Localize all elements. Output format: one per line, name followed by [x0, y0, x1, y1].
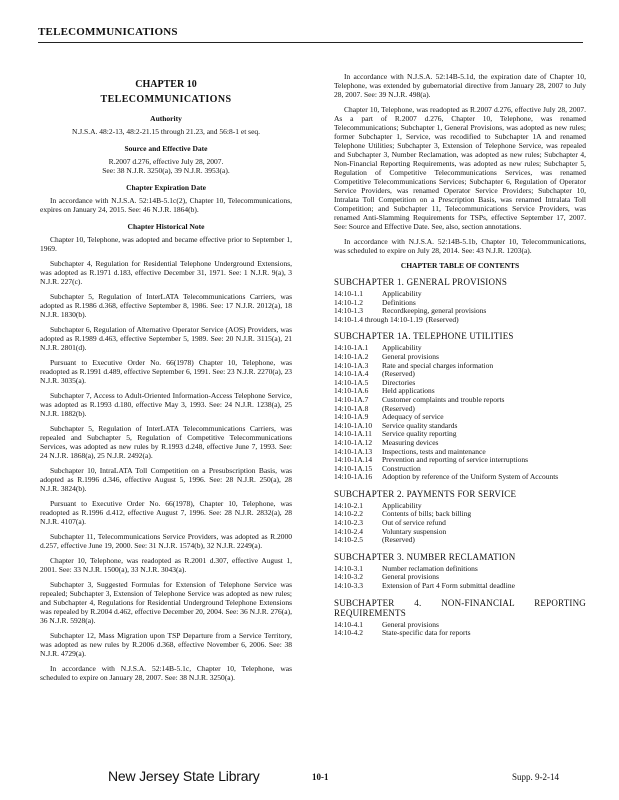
chapter-name: TELECOMMUNICATIONS	[100, 94, 232, 105]
toc-entry	[334, 290, 586, 299]
source-line-2: See: 38 N.J.R. 3250(a), 39 N.J.R. 3953(a).	[102, 166, 230, 175]
section-number: 14:10-1.1	[334, 289, 363, 298]
subchapter-heading: SUBCHAPTER 1A. TELEPHONE UTILITIES	[334, 331, 514, 342]
history-paragraph: Subchapter 4, Regulation for Residential Telephone Underground Extensions, was adopted as R.1971 d.183, effective December 31, 1971. See: 1 N.J.R. 9(a), 3 N.J.R. 227(c).	[40, 259, 292, 286]
running-head: TELECOMMUNICATIONS	[38, 26, 178, 38]
section-number: 14:10-4.2	[334, 628, 363, 638]
section-number: 14:10-1A.2	[334, 351, 369, 361]
toc-entry	[334, 510, 586, 519]
subchapter-heading: SUBCHAPTER 2. PAYMENTS FOR SERVICE	[334, 488, 517, 499]
section-title: Directories	[382, 377, 416, 387]
expiration-text: In accordance with N.J.S.A. 52:14B-5.1c(2), Chapter 10, Telecommunications, expires on January 24, 2015. See: 46 N.J.R. 1864(b).	[40, 196, 292, 214]
section-title: Voluntary suspension	[382, 526, 447, 536]
section-title: (Reserved)	[382, 403, 415, 413]
section-number: 14:10-1A.3	[334, 360, 369, 370]
history-paragraph: Subchapter 7, Access to Adult-Oriented Information-Access Telephone Service, was adopted as R.1993 d.180, effective May 3, 1993. See: 24 N.J.R. 1238(a), 25 N.J.R. 1882(b).	[40, 391, 292, 418]
section-number: 14:10-1A.1	[334, 343, 369, 353]
table-of-contents	[334, 277, 586, 638]
section-title: Applicability	[382, 500, 422, 510]
section-title: Adequacy of service	[382, 412, 444, 422]
section-number: 14:10-1A.9	[334, 412, 369, 422]
section-number: 14:10-1A.12	[334, 437, 373, 447]
toc-entry	[334, 565, 586, 574]
section-title: Out of service refund	[382, 518, 446, 528]
section-title: Service quality standards	[382, 420, 458, 430]
history-paragraph: Subchapter 12, Mass Migration upon TSP Departure from a Service Territory, was adopted as new rules by R.2006 d.368, effective November 6, 2006. See: 38 N.J.R. 4729(a).	[40, 631, 292, 658]
section-number: 14:10-1A.7	[334, 394, 369, 404]
history-paragraph: Chapter 10, Telephone, was readopted as R.2001 d.307, effective August 1, 2001. See: 33 N.J.R. 1500(a), 33 N.J.R. 3043(a).	[40, 556, 292, 574]
chapter-label: CHAPTER 10	[135, 79, 197, 90]
toc-entry	[334, 473, 586, 482]
section-number: 14:10-2.1	[334, 500, 363, 510]
section-title: (Reserved)	[425, 314, 459, 324]
section-title: Number reclamation definitions	[382, 563, 478, 573]
section-title: Customer complaints and trouble reports	[382, 394, 505, 404]
toc-entry	[334, 405, 586, 414]
section-number: 14:10-3.2	[334, 572, 363, 582]
section-number: 14:10-1A.11	[334, 429, 372, 439]
subchapter-heading: SUBCHAPTER 4. NON-FINANCIAL REPORTING REQUIREMENTS	[334, 597, 586, 618]
section-title: (Reserved)	[382, 535, 415, 545]
history-paragraph: Chapter 10, Telephone, was adopted and became effective prior to September 1, 1969.	[40, 235, 292, 253]
section-number: 14:10-2.5	[334, 535, 363, 545]
section-number: 14:10-3.1	[334, 563, 363, 573]
right-column	[334, 72, 586, 638]
section-title: Construction	[382, 463, 421, 473]
history-heading: Chapter Historical Note	[127, 222, 205, 231]
history-paragraph: Subchapter 5, Regulation of InterLATA Telecommunications Carriers, was adopted as R.1986 d.368, effective September 8, 1986. See: 17 N.J.R. 2012(a), 18 N.J.R. 1830(b).	[40, 292, 292, 319]
section-title: General provisions	[382, 619, 439, 629]
toc-entry	[334, 379, 586, 388]
subchapter-heading: SUBCHAPTER 1. GENERAL PROVISIONS	[334, 277, 508, 287]
history-paragraph: Pursuant to Executive Order No. 66(1978) Chapter 10, Telephone, was readopted as R.1991 d.489, effective September 6, 1991. See: 23 N.J.R. 2270(a), 23 N.J.R. 3035(a).	[40, 358, 292, 385]
section-number: 14:10-1A.14	[334, 455, 373, 465]
section-number: 14:10-2.2	[334, 509, 363, 519]
section-number: 14:10-1A.10	[334, 420, 373, 430]
section-number: 14:10-1A.4	[334, 369, 369, 379]
section-title: Adoption by reference of the Uniform System of Accounts	[382, 472, 559, 482]
section-number: 14:10-1A.13	[334, 446, 373, 456]
section-number: 14:10-1A.5	[334, 377, 369, 387]
header-rule	[38, 42, 583, 43]
section-number: 14:10-1.3	[334, 306, 363, 316]
history-paragraph: Subchapter 5, Regulation of InterLATA Telecommunications Carriers, was repealed and Subchapter 5, Regulation of Competitive Telecommunications Services, was adopted as new rules by R.1993 d.248, effective June 7, 1993. See: 24 N.J.R. 1868(a), 25 N.J.R. 2492(a).	[40, 424, 292, 460]
section-title: Prevention and reporting of service interruptions	[382, 455, 529, 465]
section-number: 14:10-1A.15	[334, 463, 373, 473]
section-title: Contents of bills; back billing	[382, 509, 472, 519]
section-title: Service quality reporting	[382, 429, 457, 439]
toc-entry	[334, 370, 586, 379]
toc-entry	[334, 536, 586, 545]
section-title: Measuring devices	[382, 437, 439, 447]
section-title: General provisions	[382, 351, 439, 361]
expiration-heading: Chapter Expiration Date	[126, 183, 206, 192]
section-number: 14:10-3.3	[334, 581, 363, 591]
source-heading: Source and Effective Date	[124, 144, 208, 153]
toc-entry	[334, 528, 586, 537]
section-title: Recordkeeping, general provisions	[382, 306, 487, 316]
section-number: 14:10-1.2	[334, 297, 363, 307]
subchapter-heading: SUBCHAPTER 3. NUMBER RECLAMATION	[334, 551, 516, 562]
history-continued-paragraph: Chapter 10, Telephone, was readopted as R.2007 d.276, effective July 28, 2007. As a part of R.2007 d.276, Chapter 10, Telephone, was renamed Telecommunications; Subchapter 1, General Provisions, was adopted as new rules; former Subchapter 1, Service, was recodified to Subchapter 1A and renamed Telephone Utilities; Subchapter 3, Extension of Telephone Service, was repealed and Subchapter 3, Number Reclamation, was adopted as new rules; Subchapter 4, Non-Financial Reporting Requirements, was adopted as new rules; Subchapter 5, Regulation of Competitive Telecommunications Services, was renamed Competitive Telecommunications Services; Subchapter 6, Regulation of Operator Service Providers, was renamed Operator Service Providers; Subchapter 10, Intralata Toll Competition on a Prescription Basis, was renamed Intralata Toll Competition; and Subchapter 11, Telecommunications Service Providers, was renamed Anti-Slamming Requirements for TSPs, effective September 17, 2007. See: Source and Effective Date. See, also, section annotations.	[334, 105, 586, 231]
section-number: 14:10-2.4	[334, 526, 363, 536]
section-title: Rate and special charges information	[382, 360, 494, 370]
toc-heading: CHAPTER TABLE OF CONTENTS	[400, 261, 520, 270]
history-paragraph: Subchapter 10, IntraLATA Toll Competition on a Presubscription Basis, was adopted as R.1996 d.346, effective August 5, 1996. See: 28 N.J.R. 250(a), 28 N.J.R. 3824(b).	[40, 466, 292, 493]
section-title: State-specific data for reports	[382, 628, 471, 638]
toc-entry	[334, 316, 586, 325]
library-watermark: New Jersey State Library	[108, 768, 260, 784]
section-title: Applicability	[382, 289, 422, 298]
section-number: 14:10-1A.16	[334, 472, 373, 482]
left-column	[40, 80, 292, 688]
toc-entry	[334, 396, 586, 405]
section-number: 14:10-1A.8	[334, 403, 369, 413]
history-continued-paragraph: In accordance with N.J.S.A. 52:14B-5.1d, the expiration date of Chapter 10, Telephone, was extended by gubernatorial directive from January 28, 2007 to July 28, 2007. See: 39 N.J.R. 498(a).	[334, 72, 586, 99]
authority-heading: Authority	[150, 114, 182, 123]
section-title: Extension of Part 4 Form submittal deadline	[382, 581, 515, 591]
toc-entry	[334, 362, 586, 371]
source-line-1: R.2007 d.276, effective July 28, 2007.	[108, 157, 224, 166]
toc-entry	[334, 582, 586, 591]
section-title: (Reserved)	[382, 369, 415, 379]
section-title: General provisions	[382, 572, 439, 582]
history-paragraph: Pursuant to Executive Order No. 66(1978), Chapter 10, Telephone, was readopted as R.1996 d.412, effective August 7, 1996. See: 28 N.J.R. 2832(a), 28 N.J.R. 4107(a).	[40, 499, 292, 526]
section-title: Definitions	[382, 297, 416, 307]
history-continued-paragraph: In accordance with N.J.S.A. 52:14B-5.1b, Chapter 10, Telecommunications, was scheduled to expire on July 28, 2014. See: 43 N.J.R. 1203(a).	[334, 237, 586, 255]
section-number: 14:10-4.1	[334, 619, 363, 629]
section-number: 14:10-2.3	[334, 518, 363, 528]
authority-text: N.J.S.A. 48:2-13, 48:2-21.15 through 21.23, and 56:8-1 et seq.	[71, 127, 261, 136]
section-number: 14:10-1.4 through 14:10-1.19	[334, 314, 423, 324]
section-title: Held applications	[382, 386, 435, 396]
supplement-date: Supp. 9-2-14	[512, 772, 559, 782]
section-title: Applicability	[382, 343, 422, 353]
history-paragraph: Subchapter 11, Telecommunications Service Providers, was adopted as R.2000 d.257, effective June 19, 2000. See: 31 N.J.R. 1574(b), 32 N.J.R. 2249(a).	[40, 532, 292, 550]
history-paragraph: Subchapter 3, Suggested Formulas for Extension of Telephone Service was repealed; Subchapter 3, Extension of Telephone Service was adopted as new rules; and Subchapter 4, Regulations for Residential Underground Telephone Extensions was repealed by R.2004 d.462, effective December 20, 2004. See: 36 N.J.R. 276(a), 36 N.J.R. 5928(a).	[40, 580, 292, 625]
section-number: 14:10-1A.6	[334, 386, 369, 396]
history-paragraph: Subchapter 6, Regulation of Alternative Operator Service (AOS) Providers, was adopted as R.1989 d.463, effective September 5, 1989. See: 20 N.J.R. 3115(a), 21 N.J.R. 2801(d).	[40, 325, 292, 352]
toc-entry	[334, 519, 586, 528]
page-number: 10-1	[312, 772, 329, 782]
toc-entry	[334, 344, 586, 353]
history-paragraph: In accordance with N.J.S.A. 52:14B-5.1c, Chapter 10, Telephone, was scheduled to expire on January 28, 2007. See: 38 N.J.R. 3250(a).	[40, 664, 292, 682]
section-title: Inspections, tests and maintenance	[382, 446, 486, 456]
toc-entry	[334, 629, 586, 638]
